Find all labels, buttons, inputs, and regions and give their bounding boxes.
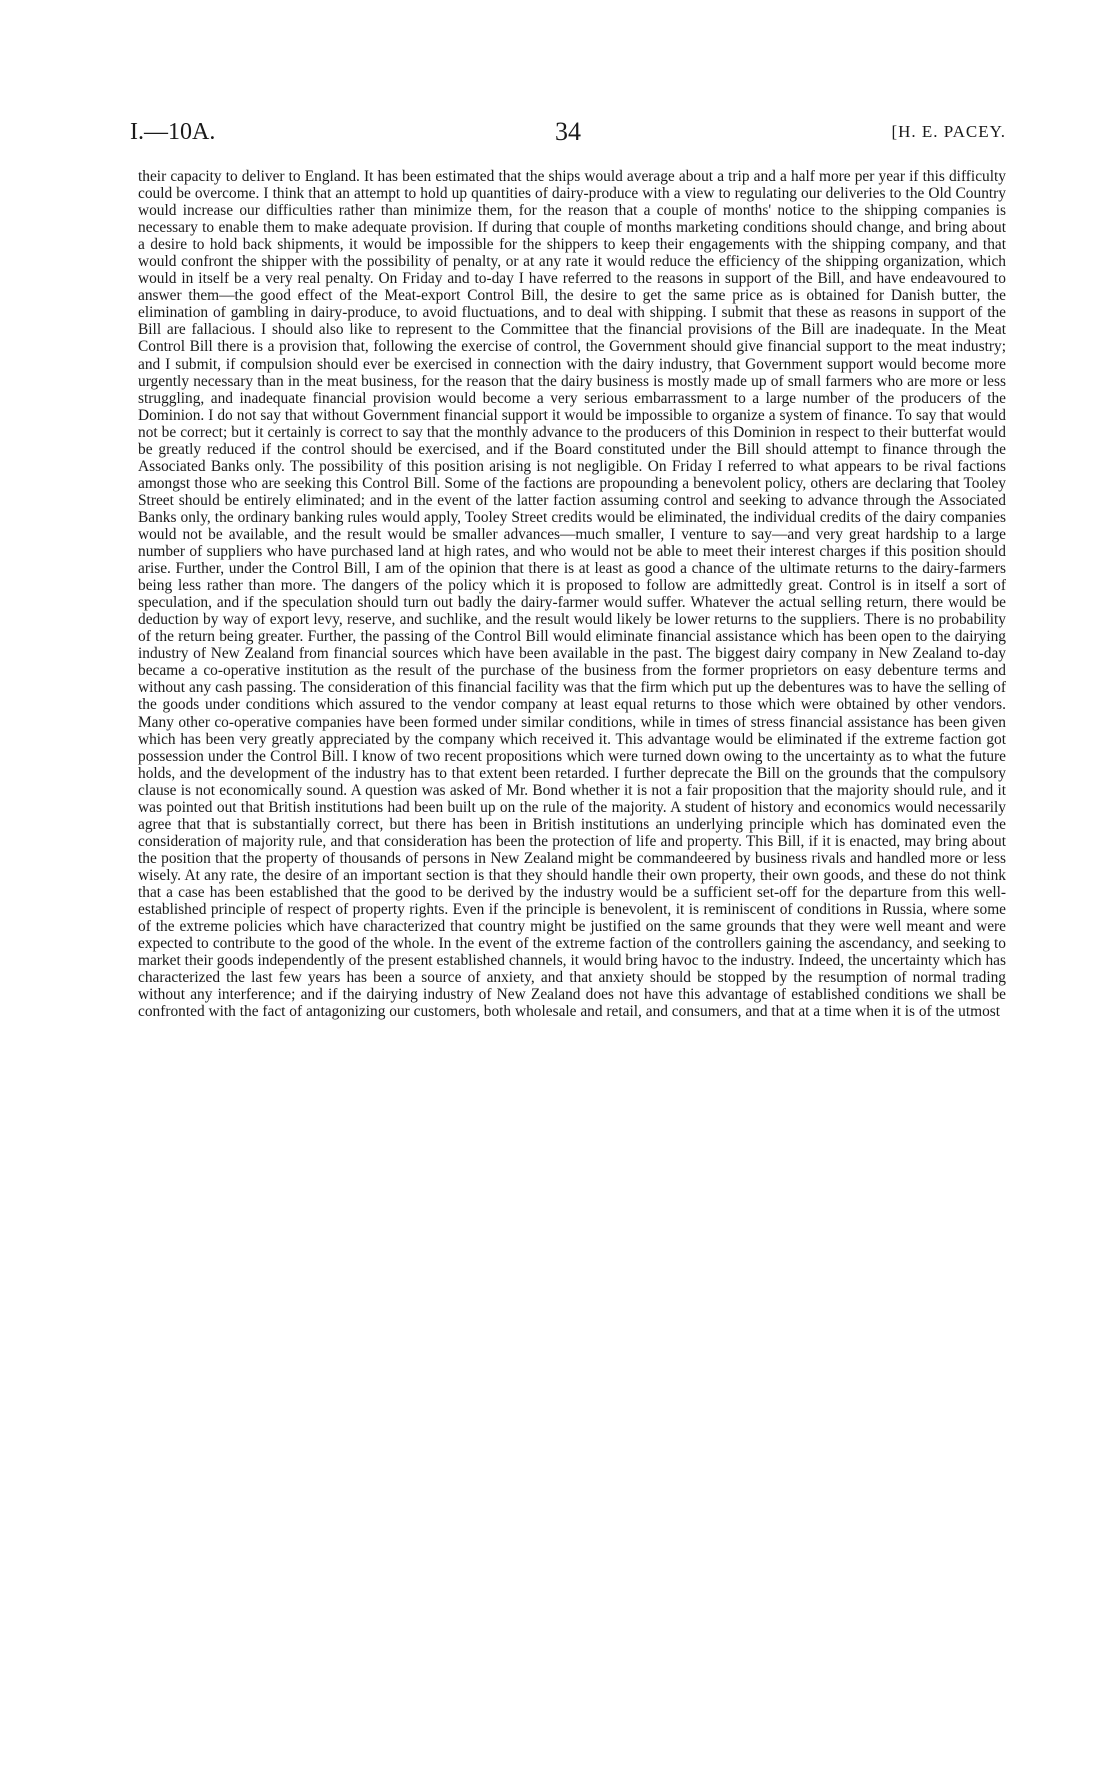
witness-name: [H. E. PACEY.	[891, 122, 1006, 141]
paper-reference: I.—10A.	[130, 119, 216, 145]
page-number: 34	[555, 117, 581, 146]
running-header	[130, 118, 1006, 146]
testimony-paragraph: their capacity to deliver to England. It has been estimated that the ships would average about a trip and a half more per year if this difficulty could be overcome. I think that an attempt to hold up quantities of dairy-produce with a view to regulating our deliveries to the Old Country would increase our difficulties rather than minimize them, for the reason that a couple of months' notice to the shipping companies is necessary to enable them to make adequate provision. If during that couple of months marketing conditions should change, and bring about a desire to hold back shipments, it would be impossible for the shippers to keep their engagements with the shipping company, and that would confront the shipper with the possibility of penalty, or at any rate it would reduce the efficiency of the shipping organization, which would in itself be a very real penalty. On Friday and to-day I have referred to the reasons in support of the Bill, and have endeavoured to answer them—the good effect of the Meat-export Control Bill, the desire to get the same price as is obtained for Danish butter, the elimination of gambling in dairy-produce, to avoid fluctuations, and to deal with shipping. I submit that these as reasons in support of the Bill are fallacious. I should also like to represent to the Committee that the financial provisions of the Bill are inadequate. In the Meat Control Bill there is a provision that, following the exercise of control, the Government should give financial support to the meat industry; and I submit, if compulsion should ever be exercised in connection with the dairy industry, that Government support would become more urgently necessary than in the meat business, for the reason that the dairy business is mostly made up of small farmers who are more or less struggling, and inadequate financial provision would become a very serious embarrassment to a large number of the producers of the Dominion. I do not say that without Government financial support it would be impossible to organize a system of finance. To say that would not be correct; but it certainly is correct to say that the monthly advance to the producers of this Dominion in respect to their butterfat would be greatly reduced if the control should be exercised, and if the Board constituted under the Bill should attempt to finance through the Associated Banks only. The possibility of this position arising is not negligible. On Friday I referred to what appears to be rival factions amongst those who are seeking this Control Bill. Some of the factions are propounding a benevolent policy, others are declaring that Tooley Street should be entirely eliminated; and in the event of the latter faction assuming control and seeking to advance through the Associated Banks only, the ordinary banking rules would apply, Tooley Street credits would be eliminated, the individual credits of the dairy companies would not be available, and the result would be smaller advances—much smaller, I venture to say—and very great hardship to a large number of suppliers who have purchased land at high rates, and who would not be able to meet their interest charges if this position should arise. Further, under the Control Bill, I am of the opinion that there is at least as good a chance of the ultimate returns to the dairy-farmers being less rather than more. The dangers of the policy which it is proposed to follow are admittedly great. Control is in itself a sort of speculation, and if the speculation should turn out badly the dairy-farmer would suffer. Whatever the actual selling return, there would be deduction by way of export levy, reserve, and suchlike, and the result would likely be lower returns to the suppliers. There is no probability of the return being greater. Further, the passing of the Control Bill would eliminate financial assistance which has been open to the dairying industry of New Zealand from financial sources which have been available in the past. The biggest dairy company in New Zealand to-day became a co-operative institution as the result of the purchase of the business from the former proprietors on easy debenture terms and without any cash passing. The consideration of this financial facility was that the firm which put up the debentures was to have the selling of the goods under conditions which assured to the vendor company at least equal returns to those which were obtained by other vendors. Many other co-operative companies have been formed under similar conditions, while in times of stress financial assistance has been given which has been very greatly appreciated by the company which received it. This advantage would be eliminated if the extreme faction got possession under the Control Bill. I know of two recent propositions which were turned down owing to the uncertainty as to what the future holds, and the development of the industry has to that extent been retarded. I further deprecate the Bill on the grounds that the compulsory clause is not economically sound. A question was asked of Mr. Bond whether it is not a fair proposition that the majority should rule, and it was pointed out that British institutions had been built up on the rule of the majority. A student of history and economics would necessarily agree that that is substantially correct, but there has been in British institutions an underlying principle which has dominated even the consideration of majority rule, and that consideration has been the protection of life and property. This Bill, if it is enacted, may bring about the position that the property of thousands of persons in New Zealand might be commandeered by business rivals and handled more or less wisely. At any rate, the desire of an important section is that they should handle their own property, their own goods, and these do not think that a case has been established that the good to be derived by the industry would be a sufficient set-off for the departure from this well-established principle of respect of property rights. Even if the principle is benevolent, it is reminiscent of conditions in Russia, where some of the extreme policies which have characterized that country might be justified on the same grounds that they were well meant and were expected to contribute to the good of the whole. In the event of the extreme faction of the controllers gaining the ascendancy, and seeking to market their goods independently of the present established channels, it would bring havoc to the industry. Indeed, the uncertainty which has characterized the last few years has been a source of anxiety, and that anxiety should be stopped by the resumption of normal trading without any interference; and if the dairying industry of New Zealand does not have this advantage of established conditions we shall be confronted with the fact of antagonizing our customers, both wholesale and retail, and consumers, and that at a time when it is of the utmost	[138, 168, 1006, 1021]
